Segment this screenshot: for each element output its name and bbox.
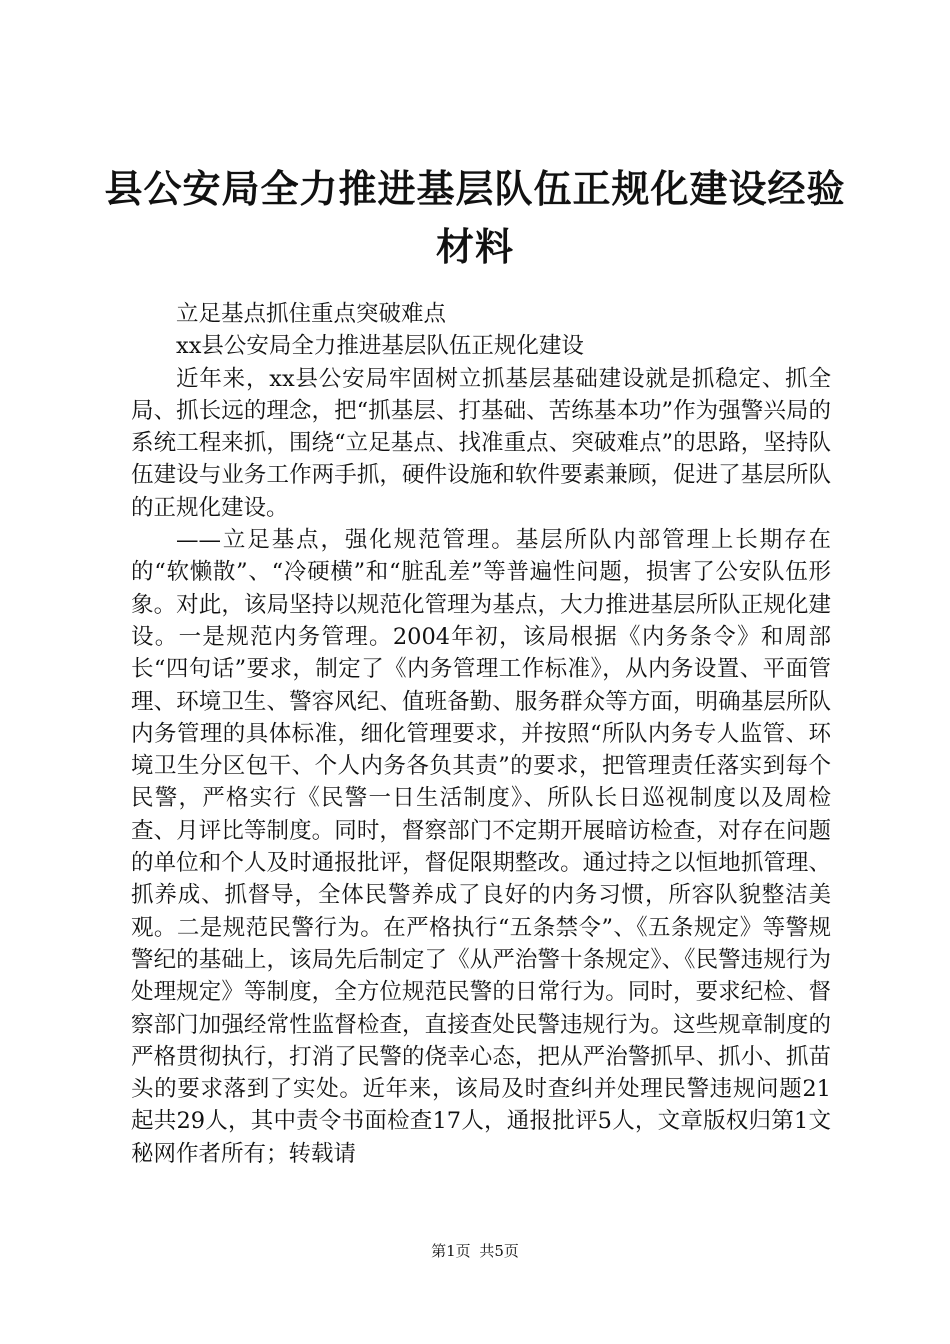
paragraph-intro: 近年来，xx县公安局牢固树立抓基层基础建设就是抓稳定、抓全局、抓长远的理念，把“抓基层、打基础、苦练基本功”作为强警兴局的系统工程来抓，围绕“立足基点、找准重点、突破难点”的思路，坚持队伍建设与业务工作两手抓，硬件设施和软件要素兼顾，促进了基层所队的正规化建设。	[131, 365, 831, 521]
paragraph-section-1: ——立足基点，强化规范管理。基层所队内部管理上长期存在的“软懒散”、“冷硬横”和“脏乱差”等普遍性问题，损害了公安队伍形象。对此，该局坚持以规范化管理为基点，大力推进基层所队正规化建设。一是规范内务管理。2004年初，该局根据《内务条令》和周部长“四句话”要求，制定了《内务管理工作标准》，从内务设置、平面管理、环境卫生、警容风纪、值班备勤、服务群众等方面，明确基层所队内务管理的具体标准，细化管理要求，并按照“所队内务专人监管、环境卫生分区包干、个人内务各负其责”的要求，把管理责任落实到每个民警，严格实行《民警一日生活制度》、所队长日巡视制度以及周检查、月评比等制度。同时，督察部门不定期开展暗访检查，对存在问题的单位和个人及时通报批评，督促限期整改。通过持之以恒地抓管理、抓养成、抓督导，全体民警养成了良好的内务习惯，所容队貌整洁美观。二是规范民警行为。在严格执行“五条禁令”、《五条规定》等警规警纪的基础上，该局先后制定了《从严治警十条规定》、《民警违规行为处理规定》等制度，全方位规范民警的日常行为。同时，要求纪检、督察部门加强经常性监督检查，直接查处民警违规行为。这些规章制度的严格贯彻执行，打消了民警的侥幸心态，把从严治警抓早、抓小、抓苗头的要求落到了实处。近年来，该局及时查纠并处理民警违规问题21起共29人，其中责令书面检查17人，通报批评5人，文章版权归第1文秘网作者所有；转载请	[131, 527, 831, 1167]
paragraph-subheading: xx县公安局全力推进基层队伍正规化建设	[176, 333, 584, 360]
document-title: 县公安局全力推进基层队伍正规化建设经验材料	[104, 166, 846, 269]
document-body	[131, 298, 831, 1170]
paragraph-heading: 立足基点抓住重点突破难点	[176, 301, 447, 327]
page-footer	[0, 1240, 950, 1262]
page-number: 第1页	[431, 1242, 471, 1260]
page-total: 共5页	[479, 1242, 519, 1260]
